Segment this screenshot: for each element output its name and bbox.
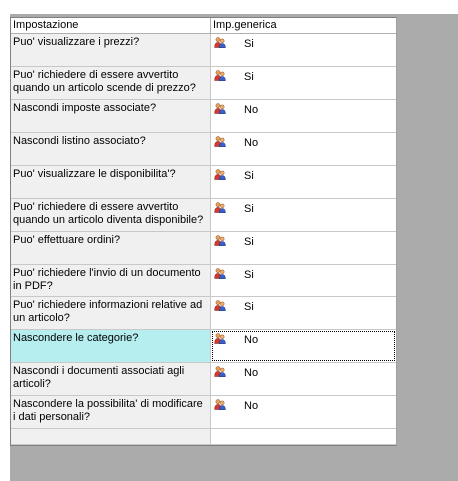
setting-value-cell[interactable] <box>211 232 396 264</box>
setting-label: Nascondi imposte associate? <box>11 100 211 132</box>
setting-value: Si <box>244 71 254 83</box>
setting-label: Nascondere le categorie? <box>11 330 211 362</box>
user-group-icon <box>214 268 226 279</box>
setting-label: Puo' richiedere di essere avvertito quando un articolo scende di prezzo? <box>11 67 211 99</box>
table-row[interactable] <box>11 166 396 199</box>
column-header-value[interactable]: Imp.generica <box>213 19 277 31</box>
setting-value: No <box>244 400 259 412</box>
user-group-icon <box>214 399 226 410</box>
table-row[interactable] <box>11 199 396 232</box>
setting-label: Puo' visualizzare i prezzi? <box>11 34 211 66</box>
setting-label: Nascondi i documenti associati agli articoli? <box>11 363 211 395</box>
grid-body <box>11 34 396 445</box>
settings-grid[interactable] <box>10 17 397 446</box>
setting-label: Puo' richiedere informazioni relative ad un articolo? <box>11 297 211 329</box>
setting-value: No <box>244 367 259 379</box>
setting-label: Puo' richiedere l'invio di un documento in PDF? <box>11 265 211 296</box>
setting-value-cell[interactable] <box>211 330 396 362</box>
setting-value-cell[interactable] <box>211 199 396 231</box>
setting-value: Si <box>244 170 254 182</box>
table-row[interactable] <box>11 232 396 265</box>
user-group-icon <box>214 235 226 246</box>
setting-value-cell[interactable] <box>211 100 396 132</box>
user-group-icon <box>214 70 226 81</box>
setting-value-cell[interactable] <box>211 166 396 198</box>
setting-label: Puo' richiedere di essere avvertito quando un articolo diventa disponibile? <box>11 199 211 231</box>
column-header-setting[interactable]: Impostazione <box>11 18 211 33</box>
setting-label: Nascondere la possibilita' di modificare i dati personali? <box>11 396 211 428</box>
setting-value: No <box>244 334 259 346</box>
setting-label <box>11 429 211 444</box>
setting-value: Si <box>244 301 254 313</box>
table-row[interactable] <box>11 396 396 429</box>
table-row[interactable] <box>11 133 396 166</box>
user-group-icon <box>214 202 226 213</box>
table-row[interactable] <box>11 34 396 67</box>
window-left-margin <box>0 0 10 481</box>
setting-value: Si <box>244 236 254 248</box>
table-row[interactable] <box>11 297 396 330</box>
setting-value-cell[interactable] <box>211 133 396 165</box>
grid-header <box>11 18 396 34</box>
setting-label: Nascondi listino associato? <box>11 133 211 165</box>
table-row[interactable] <box>11 100 396 133</box>
table-row[interactable] <box>11 265 396 297</box>
setting-value-cell[interactable] <box>211 396 396 428</box>
user-group-icon <box>214 169 226 180</box>
table-row[interactable] <box>11 363 396 396</box>
setting-value-cell[interactable] <box>211 34 396 66</box>
window-top-area <box>0 0 458 14</box>
setting-value: Si <box>244 38 254 50</box>
setting-value-cell[interactable] <box>211 297 396 329</box>
user-group-icon <box>214 300 226 311</box>
setting-label: Puo' effettuare ordini? <box>11 232 211 264</box>
setting-value: Si <box>244 269 254 281</box>
setting-label: Puo' visualizzare le disponibilita'? <box>11 166 211 198</box>
user-group-icon <box>214 366 226 377</box>
user-group-icon <box>214 103 226 114</box>
table-row[interactable] <box>11 429 396 445</box>
setting-value: No <box>244 137 259 149</box>
setting-value-cell[interactable] <box>211 429 396 444</box>
setting-value-cell[interactable] <box>211 67 396 99</box>
user-group-icon <box>214 333 226 344</box>
table-row[interactable] <box>11 330 396 363</box>
user-group-icon <box>214 37 226 48</box>
setting-value: No <box>244 104 259 116</box>
setting-value-cell[interactable] <box>211 265 396 296</box>
user-group-icon <box>214 136 226 147</box>
table-row[interactable] <box>11 67 396 100</box>
setting-value: Si <box>244 203 254 215</box>
setting-value-cell[interactable] <box>211 363 396 395</box>
